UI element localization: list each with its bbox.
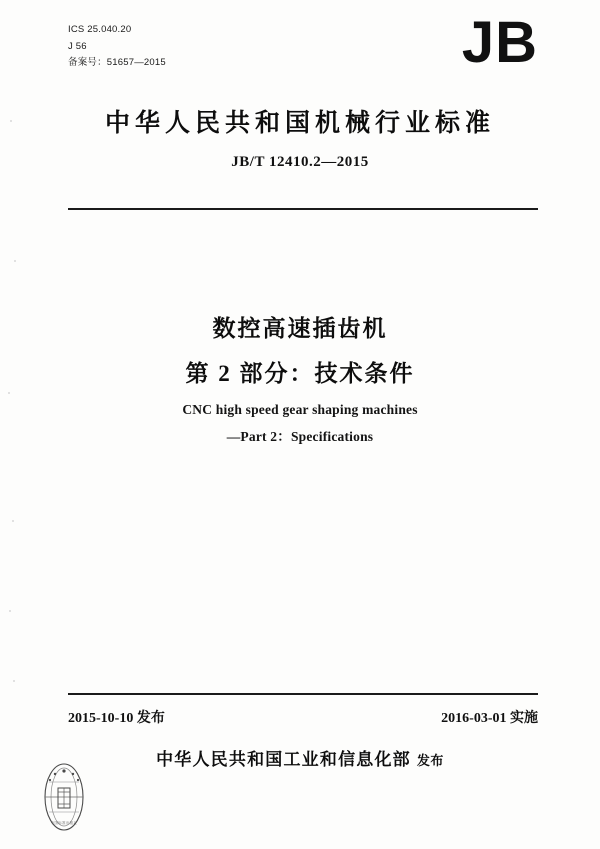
- publisher-name: 中华人民共和国工业和信息化部: [156, 750, 411, 769]
- document-title-cn-line1: 数控高速插齿机: [212, 316, 388, 341]
- scan-speck: [12, 520, 14, 522]
- scan-speck: [13, 680, 15, 682]
- ics-code: ICS 25.040.20: [68, 24, 132, 35]
- scan-speck: [14, 260, 16, 262]
- document-title-en: [0, 402, 600, 445]
- publish-word: 发布: [416, 753, 444, 768]
- series-title: 中华人民共和国机械行业标准: [104, 110, 495, 137]
- document-title-en-line1: CNC high speed gear shaping machines: [182, 402, 418, 417]
- divider-bottom: [68, 693, 538, 695]
- document-title-en-line2: —Part 2：Specifications: [226, 429, 374, 444]
- national-emblem-icon: [36, 762, 92, 832]
- scan-speck: [8, 392, 10, 394]
- document-title-cn: [0, 310, 600, 388]
- jb-logo: JB: [461, 10, 538, 75]
- date-row: [68, 707, 538, 727]
- scan-speck: [9, 610, 11, 612]
- document-title-cn-line2: 第 2 部分：技术条件: [185, 361, 415, 386]
- svg-text:中国标准出版社: 中国标准出版社: [50, 821, 78, 825]
- standard-number: JB/T 12410.2—2015: [231, 154, 369, 170]
- issue-date: 2015-10-10 发布: [68, 711, 165, 726]
- divider-top: [68, 208, 538, 210]
- effective-date: 2016-03-01 实施: [441, 711, 538, 726]
- ics-block: [68, 22, 166, 72]
- classification-code: J 56: [68, 40, 87, 52]
- record-number: 备案号：51657—2015: [68, 57, 166, 69]
